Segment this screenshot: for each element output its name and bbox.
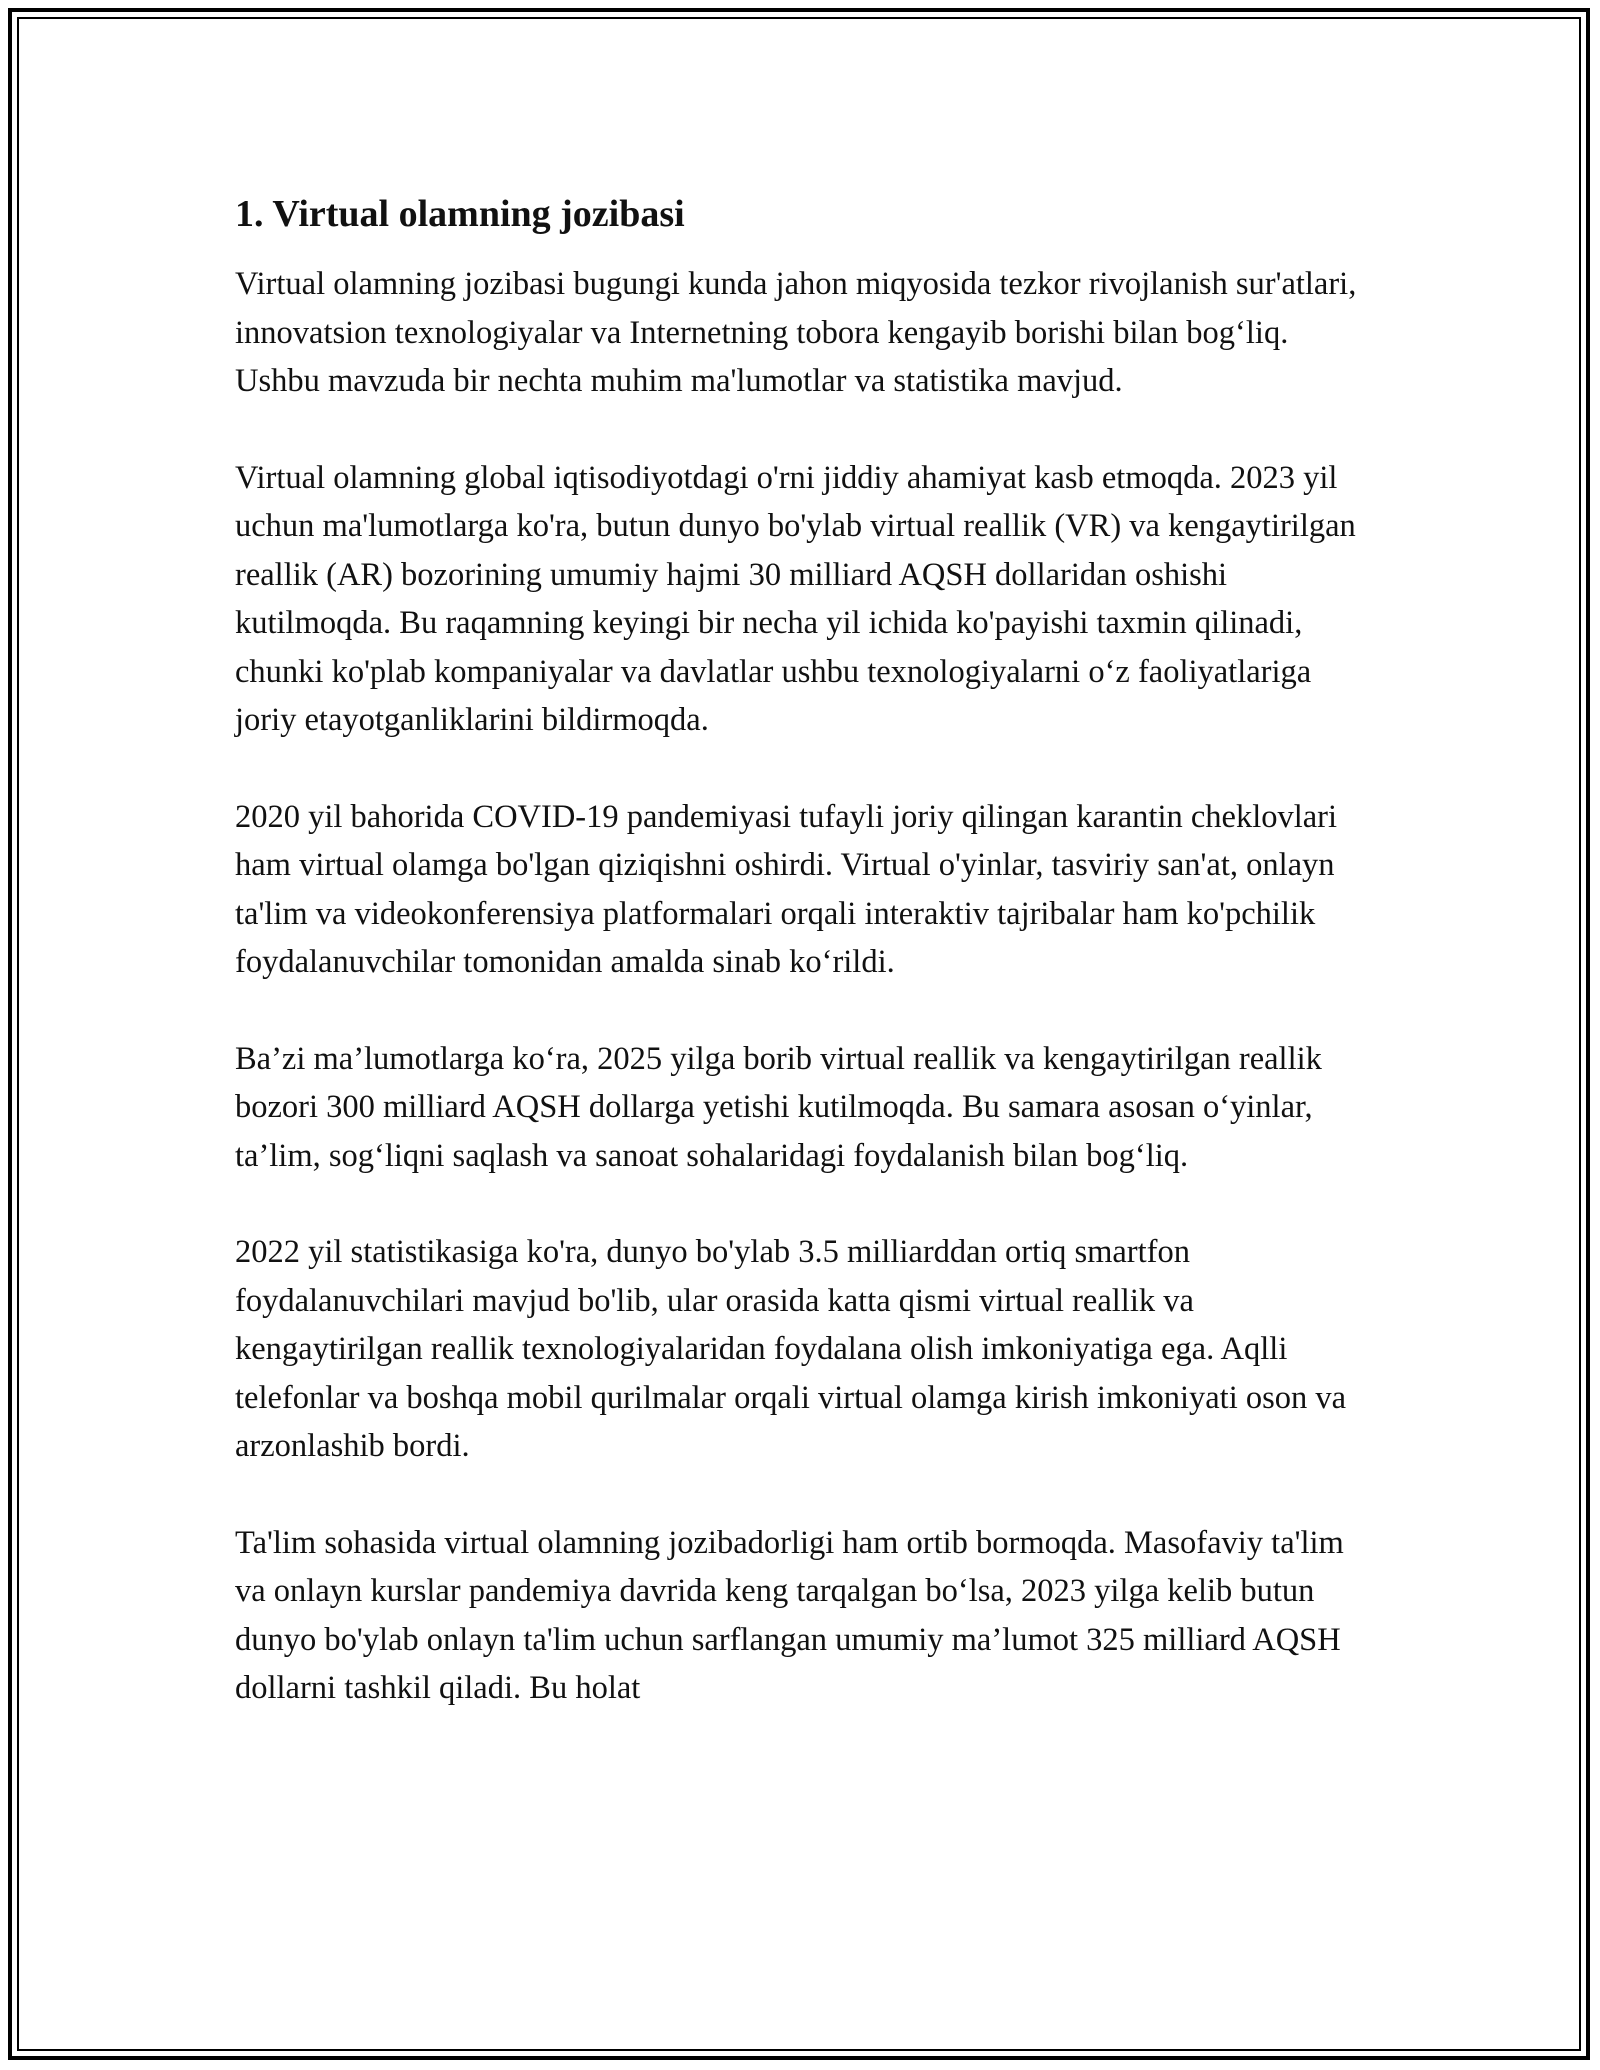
paragraph-market-forecast: Ba’zi ma’lumotlarga ko‘ra, 2025 yilga borib virtual reallik va kengaytirilgan reallik bozori 300 milliard AQSH dollarga yetishi kutilmoqda. Bu samara asosan o‘yinlar, ta’lim, sog‘liqni saqlash va sanoat sohalaridagi foydalanish bilan bog‘liq. — [235, 1040, 1322, 1174]
paragraph-global-economy: Virtual olamning global iqtisodiyotdagi o'rni jiddiy ahamiyat kasb etmoqda. 2023 yil uchun ma'lumotlarga ko'ra, butun dunyo bo'ylab virtual reallik (VR) va kengaytirilgan reallik (AR) bozorining umumiy hajmi 30 milliard AQSH dollaridan oshishi kutilmoqda. Bu raqamning keyingi bir necha yil ichida ko'payishi taxmin qilinadi, chunki ko'plab kompaniyalar va davlatlar ushbu texnologiyalarni o‘z faoliyatlariga joriy etayotganliklarini bildirmoqda. — [235, 459, 1356, 738]
document-body — [235, 190, 1375, 1713]
paragraph-intro: Virtual olamning jozibasi bugungi kunda jahon miqyosida tezkor rivojlanish sur'atlari, innovatsion texnologiyalar va Internetning tobora kengayib borishi bilan bog‘liq. Ushbu mavzuda bir nechta muhim ma'lumotlar va statistika mavjud. — [235, 266, 1357, 399]
section-heading: 1. Virtual olamning jozibasi — [235, 193, 685, 235]
paragraph-smartphones: 2022 yil statistikasiga ko'ra, dunyo bo'ylab 3.5 milliarddan ortiq smartfon foydalanuvchilari mavjud bo'lib, ular orasida katta qismi virtual reallik va kengaytirilgan reallik texnologiyalaridan foydalana olish imkoniyatiga ega. Aqlli telefonlar va boshqa mobil qurilmalar orqali virtual olamga kirish imkoniyati oson va arzonlashib bordi. — [235, 1234, 1347, 1464]
paragraph-covid: 2020 yil bahorida COVID-19 pandemiyasi tufayli joriy qilingan karantin cheklovlari ham virtual olamga bo'lgan qiziqishni oshirdi. Virtual o'yinlar, tasviriy san'at, onlayn ta'lim va videokonferensiya platformalari orqali interaktiv tajribalar ham ko'pchilik foydalanuvchilar tomonidan amalda sinab ko‘rildi. — [235, 798, 1338, 980]
paragraph-education: Ta'lim sohasida virtual olamning jozibadorligi ham ortib bormoqda. Masofaviy ta'lim va onlayn kurslar pandemiya davrida keng tarqalgan bo‘lsa, 2023 yilga kelib butun dunyo bo'ylab onlayn ta'lim uchun sarflangan umumiy ma’lumot 325 milliard AQSH dollarni tashkil qiladi. Bu holat — [235, 1524, 1344, 1706]
